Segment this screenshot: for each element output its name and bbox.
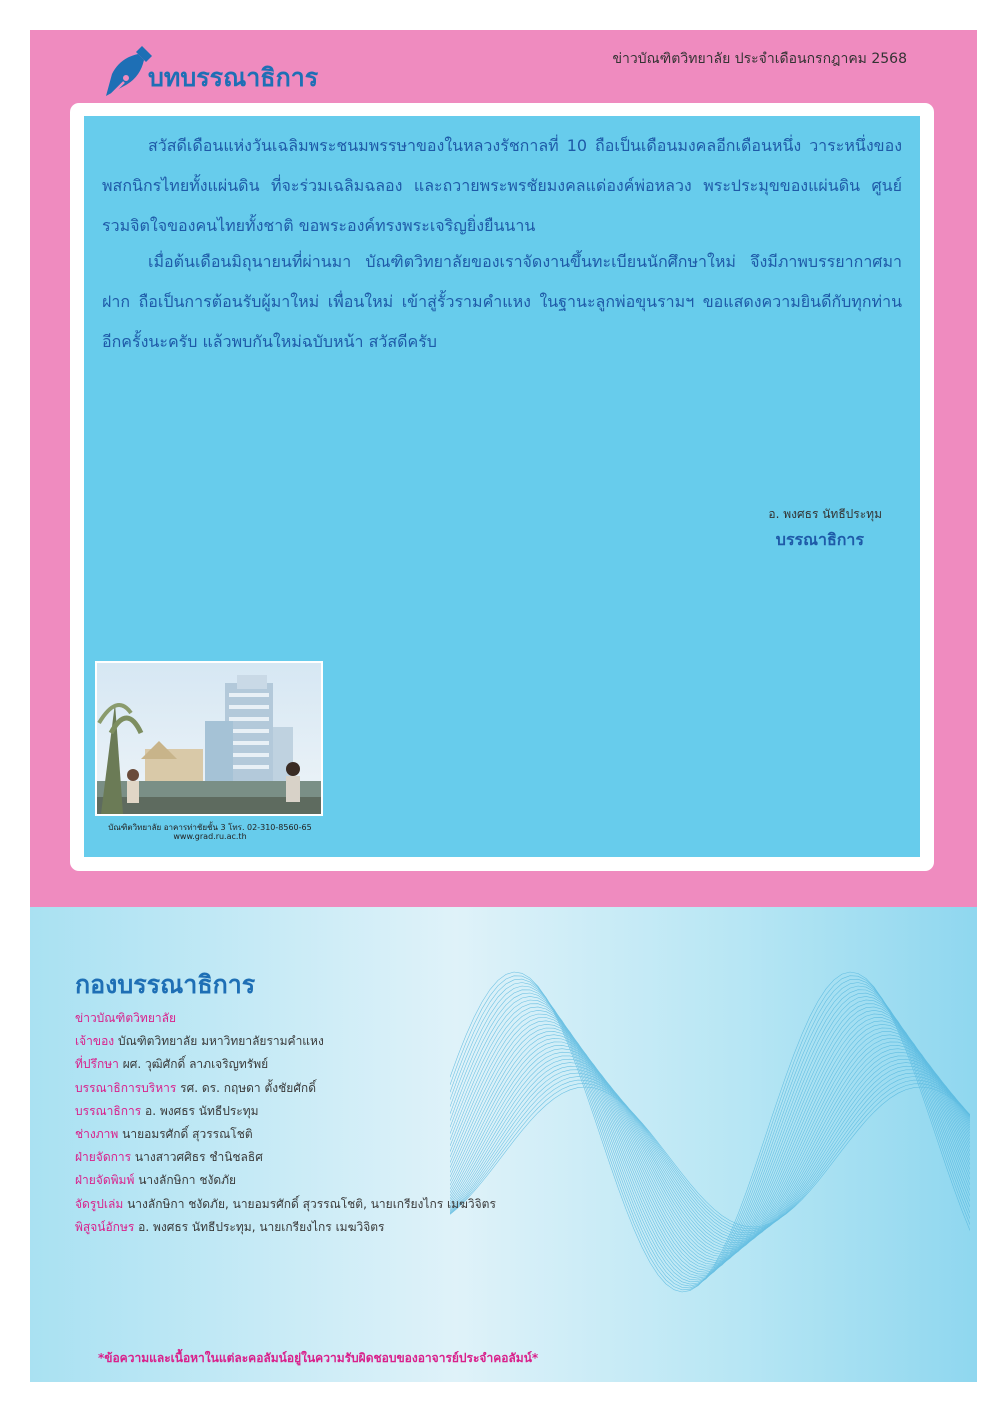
credit-label: บรรณาธิการ [75,1103,142,1118]
wave-line [450,1087,970,1227]
credit-value: นางลักษิกา ชงัดภัย, นายอมรศักดิ์ สุวรรณโชติ, นายเกรียงไกร เมฆวิจิตร [127,1196,496,1211]
credit-label: จัดรูปเล่ม [75,1196,124,1211]
credit-value: ผศ. วุฒิศักดิ์ ลาภเจริญทรัพย์ [122,1057,269,1072]
credit-value: อ. พงศธร นัทธีประทุม [144,1103,259,1118]
credit-label: เจ้าของ [75,1034,115,1049]
credit-row [75,1146,496,1169]
photo-website: www.grad.ru.ac.th [173,832,247,841]
editorial-paragraph-2 [102,242,902,362]
wave-lines-decoration [450,947,970,1327]
wave-line [450,986,970,1284]
credit-value: นายอมรศักดิ์ สุวรรณโชติ [122,1127,253,1142]
section-title: บทบรรณาธิการ [148,63,319,92]
credit-value: บัณฑิตวิทยาลัย มหาวิทยาลัยรามคำแหง [117,1034,324,1049]
wave-line [450,1052,970,1246]
wave-line [450,993,970,1280]
credit-row [75,1030,496,1053]
credit-label: ที่ปรึกษา [75,1057,119,1072]
wave-line [450,983,970,1287]
wave-line [450,1007,970,1272]
credit-row [75,1077,496,1100]
wave-line [450,1084,970,1229]
credit-value: นางลักษิกา ชงัดภัย [138,1173,237,1188]
wave-line [450,1045,970,1250]
building-photo [95,661,323,816]
wave-line [450,1024,970,1262]
newsletter-page [30,30,977,1382]
paragraph-1-text: สวัสดีเดือนแห่งวันเฉลิมพระชนมพรรษาของในหลวงรัชกาลที่ 10 ถือเป็นเดือนมงคลอีกเดือนหนึ่ง วาระหนึ่งของพสกนิกรไทยทั้งแผ่นดิน ที่จะร่วมเฉลิมฉลอง และถวายพระพรชัยมงคลแด่องค์พ่อหลวง พระประมุขของแผ่นดิน ศูนย์รวมจิตใจของคนไทยทั้งชาติ ขอพระองค์ทรงพระเจริญยิ่งยืนนาน [102,136,902,235]
credit-label: ข่าวบัณฑิตวิทยาลัย [75,1011,176,1025]
editorial-panel [84,116,920,857]
signature-title: บรรณาธิการ [775,530,864,549]
wave-line [450,1031,970,1258]
wave-line [450,990,970,1282]
credit-row [75,1123,496,1146]
editorial-board-section [30,907,977,1382]
credit-label: ฝ่ายจัดพิมพ์ [75,1173,135,1188]
editorial-card [70,103,934,871]
wave-line [450,1004,970,1274]
editorial-paragraph-1 [102,126,902,246]
paragraph-2-text: เมื่อต้นเดือนมิถุนายนที่ผ่านมา บัณฑิตวิทยาลัยของเราจัดงานขึ้นทะเบียนนักศึกษาใหม่ จึงมีภาพบรรยากาศมาฝาก ถือเป็นการต้อนรับผู้มาใหม่ เพื่อนใหม่ เข้าสู่รั้วรามคำแหง ในฐานะลูกพ่อขุนรามฯ ขอแสดงความยินดีกับทุกท่านอีกครั้งนะครับ แล้วพบกันใหม่ฉบับหน้า สวัสดีครับ [102,252,902,351]
credit-value: อ. พงศธร นัทธีประทุม, นายเกรียงไกร เมฆวิจิตร [138,1219,385,1234]
photo-caption: บัณฑิตวิทยาลัย อาคารท่าชัยชั้น 3 โทร. 02-310-8560-65 [108,823,312,832]
wave-line [450,1063,970,1241]
wave-line [450,976,970,1290]
credit-row [75,1193,496,1216]
credit-label: บรรณาธิการบริหาร [75,1080,177,1095]
credit-value: รศ. ดร. กฤษดา ตั้งชัยศักดิ์ [180,1080,316,1095]
signature-name: อ. พงศธร นัทธีประทุม [768,507,882,521]
credit-row [75,1053,496,1076]
credit-value: นางสาวศศิธร ชำนิชลธิศ [134,1150,263,1165]
wave-line [450,1000,970,1276]
credit-label: ฝ่ายจัดการ [75,1150,132,1165]
credit-label: พิสูจน์อักษร [75,1219,135,1234]
credit-label: ช่างภาพ [75,1127,119,1142]
issue-label: ข่าวบัณฑิตวิทยาลัย ประจำเดือนกรกฎาคม 2568 [612,51,907,67]
board-title: กองบรรณาธิการ [75,970,256,999]
building-photo-image [97,663,321,814]
credit-row [75,1100,496,1123]
board-credits [75,1007,496,1239]
wave-line [450,1066,970,1239]
credit-row [75,1007,496,1030]
disclaimer-note: *ข้อความและเนื้อหาในแต่ละคอลัมน์อยู่ในความรับผิดชอบของอาจารย์ประจำคอลัมน์* [98,1351,539,1365]
credit-row [75,1216,496,1239]
credit-row [75,1169,496,1192]
editorial-section [30,30,977,907]
